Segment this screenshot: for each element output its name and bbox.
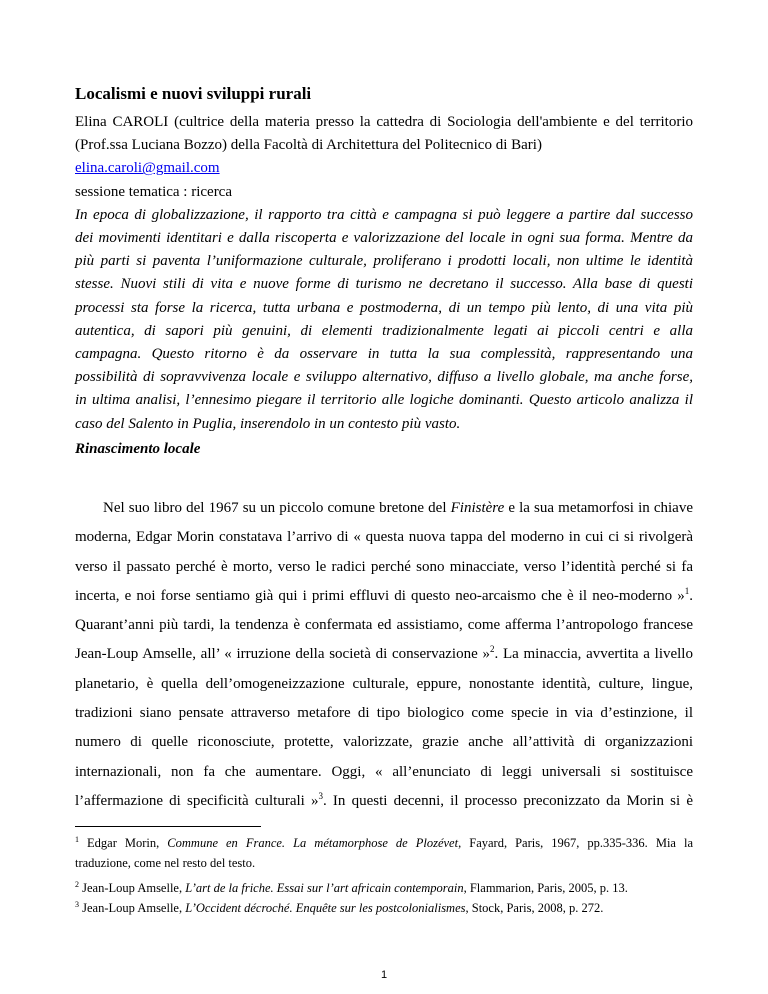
abstract-line: stesse. Nuovi stili di vita e nuove forme di turismo ne decretano il successo. Alla base di questi xyxy=(75,276,693,293)
footnote-ref: 1 xyxy=(684,585,690,596)
footnote-ref: 2 xyxy=(489,644,495,655)
abstract-line: autentica, di sapori più genuini, di elementi tradizionalmente legati ai piccoli centri e alla xyxy=(75,322,693,339)
email-link[interactable]: elina.caroli@gmail.com xyxy=(75,160,220,177)
body-line: verso il passato perché è morto, verso le radici perché sono minacciate, verso l’identità perché si fa xyxy=(75,558,693,575)
footnote-number: 2 xyxy=(75,879,79,889)
abstract-line: in ultima analisi, l’ennesimo piegare il territorio alle logiche dominanti. Questo articolo analizza il xyxy=(75,392,693,409)
abstract xyxy=(75,204,693,436)
body-line: moderna, Edgar Morin constatava l’arrivo di « questa nuova tappa del moderno in cui ci si rivolgerà xyxy=(75,529,693,546)
session-label: sessione tematica : ricerca xyxy=(75,183,233,200)
body-line: internazionali, non fa che aumentare. Oggi, « all’enunciato di leggi universali si sostituisce xyxy=(75,763,693,780)
body-line: Nel suo libro del 1967 su un piccolo comune bretone del Finistère e la sua metamorfosi in chiave xyxy=(103,500,693,516)
abstract-line: caso del Salento in Puglia, inserendolo in un contesto più vasto. xyxy=(75,415,461,432)
footnote-number: 3 xyxy=(75,899,79,909)
footnote: $^3$ Jean-Loup Amselle, L’Occident décroché. Enquête sur les postcolonialismes, Stock, Paris, 2008, p. 272. xyxy=(75,899,604,915)
author-line: (Prof.ssa Luciana Bozzo) della Facoltà di Architettura del Politecnico di Bari) xyxy=(75,137,542,154)
abstract-line: processi sta forse la ricerca, tutta urbana e postmoderna, di un tempo più lento, di una vita più xyxy=(75,299,693,316)
body-line: incerta, e noi forse sentiamo già qui i primi effluvi di questo neo-arcaismo che è il neo-moderno »$^1$. xyxy=(75,585,693,604)
body-line: Quarant’anni più tardi, la tendenza è confermata ed assistiamo, come afferma l’antropologo francese xyxy=(75,617,693,634)
footnote-separator xyxy=(75,826,261,827)
header-block xyxy=(75,111,693,436)
body-line: Jean-Loup Amselle, all’ « irruzione della società di conservazione »$^2$. La minaccia, avvertita a livello xyxy=(75,644,693,663)
author-line: Elina CAROLI (cultrice della materia presso la cattedra di Sociologia dell'ambiente e del territorio xyxy=(75,114,693,130)
footnote-number: 1 xyxy=(75,834,79,844)
abstract-line: campagna. Questo ritorno è da osservare in tutta la sua complessità, rappresentando una xyxy=(75,346,693,363)
page-number: 1 xyxy=(380,969,388,981)
body-line: tradizioni siano pensate attraverso metafore di tipo biologico come specie in via d’estinzione, il xyxy=(75,705,693,722)
abstract-line: In epoca di globalizzazione, il rapporto tra città e campagna si può leggere a partire dal successo xyxy=(75,206,693,223)
footnote: $^1$ Edgar Morin, Commune en France. La métamorphose de Plozévet, Fayard, Paris, 1967, pp.335-336. Mia la traduzione, come nel resto del testo. xyxy=(75,834,694,870)
body-line: numero di quelle riconosciute, protette, valorizzate, grazie anche all’attività di organizzazioni xyxy=(75,734,693,751)
body-line: l’affermazione di specificità culturali »$^3$. In questi decenni, il processo preconizzato da Morin si è xyxy=(75,790,693,809)
body-line: planetario, è quella dell’omogeneizzazione culturale, eppure, nonostante identità, culture, lingue, xyxy=(75,675,693,692)
abstract-line: dei movimenti identitari e dalla riscoperta e valorizzazione del locale in ogni sua forma. Mentre da xyxy=(75,230,693,247)
footnote-ref: 3 xyxy=(318,790,323,801)
paper-title: Localismi e nuovi sviluppi rurali xyxy=(75,84,312,103)
abstract-line: possibilità di sopravvivenza locale e sviluppo alternativo, diffuso a livello globale, ma anche forse, xyxy=(75,369,693,386)
body-text xyxy=(75,494,693,816)
abstract-line: più parti si paventa l’uniformazione culturale, proliferano i prodotti locali, non ultime le identità xyxy=(75,253,693,270)
footnote: $^2$ Jean-Loup Amselle, L’art de la friche. Essai sur l’art africain contemporain, Flammarion, Paris, 2005, p. 13. xyxy=(75,879,628,895)
section-heading: Rinascimento locale xyxy=(75,441,201,457)
